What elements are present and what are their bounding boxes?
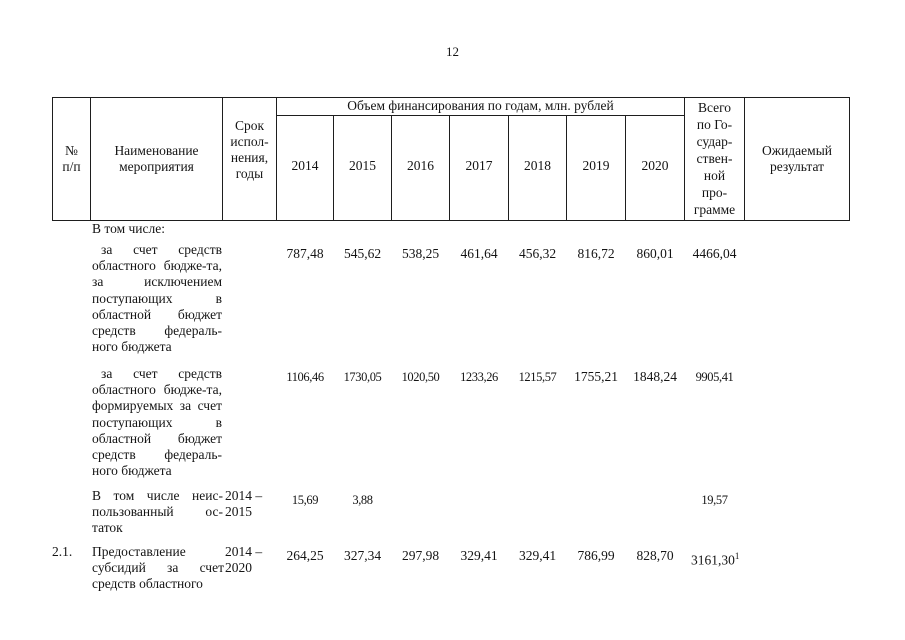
header-name: Наименование мероприятия (114, 143, 199, 174)
header-year-2015: 2015 (349, 158, 376, 173)
total-value: 3161,30 (691, 552, 735, 568)
funding-group-underline (276, 115, 684, 116)
cell-total: 4466,04 (692, 246, 737, 261)
cell-2016: 297,98 (401, 548, 440, 563)
cell-total: 19,57 (701, 493, 728, 507)
header-year-2014: 2014 (291, 158, 319, 173)
cell-2019: 786,99 (577, 548, 615, 563)
header-year-2020: 2020 (641, 158, 669, 173)
row-name: Предоставление субсидий за счет средств областного (92, 544, 224, 592)
cell-2020: 828,70 (636, 548, 674, 563)
row-name: за счет средств областного бюдже-та, за исключением поступающих в областной бюджет средств федераль-ного бюджета (92, 242, 222, 355)
page-number: 12 (446, 44, 459, 59)
cell-2015: 327,34 (343, 548, 382, 563)
header-total: Всего по Го- судар- ствен- ной про- грамме (693, 100, 736, 217)
cell-total (685, 548, 757, 569)
cell-2018: 1215,57 (518, 370, 557, 384)
border-right (849, 97, 850, 221)
header-num: № п/п (62, 143, 81, 174)
cell-2018: 456,32 (518, 246, 557, 261)
table-header (52, 97, 850, 221)
row-number: 2.1. (52, 544, 73, 559)
cell-2017: 461,64 (460, 246, 498, 261)
cell-2019: 1755,21 (574, 369, 618, 384)
cell-2015: 545,62 (343, 246, 382, 261)
cell-2014: 264,25 (286, 548, 324, 563)
including-label: В том числе: (92, 221, 165, 236)
header-year-2018: 2018 (524, 158, 551, 173)
cell-2020: 860,01 (636, 246, 674, 261)
row-name: за счет средств областного бюдже-та, формируемых за счет поступающих в областной бюджет средств федераль-ного бюджета (92, 366, 222, 479)
row-period: 2014 – 2020 (225, 544, 263, 576)
header-result: Ожидаемый результат (762, 143, 832, 174)
footnote-mark: 1 (734, 551, 740, 561)
cell-2019: 816,72 (577, 246, 615, 261)
header-bottom-border (52, 220, 850, 221)
header-year-2019: 2019 (582, 158, 610, 173)
cell-2014: 15,69 (291, 493, 319, 507)
row-period: 2014 – 2015 (225, 488, 263, 520)
cell-2016: 538,25 (401, 246, 440, 261)
cell-total: 9905,41 (695, 370, 734, 384)
cell-2017: 329,41 (460, 548, 498, 563)
cell-2017: 1233,26 (460, 370, 498, 384)
header-year-2017: 2017 (465, 158, 493, 173)
row-name: В том числе неис-пользованный ос-таток (92, 488, 223, 536)
cell-2015: 3,88 (352, 493, 373, 507)
cell-2014: 1106,46 (286, 370, 324, 384)
header-year-2016: 2016 (407, 158, 434, 173)
cell-2016: 1020,50 (401, 370, 440, 384)
cell-2014: 787,48 (286, 246, 324, 261)
cell-2018: 329,41 (518, 548, 557, 563)
header-period: Срок испол- нения, годы (230, 118, 269, 181)
cell-2020: 1848,24 (633, 369, 677, 384)
header-funding-group: Объем финансирования по годам, млн. рублей (347, 98, 614, 113)
cell-2015: 1730,05 (343, 370, 382, 384)
